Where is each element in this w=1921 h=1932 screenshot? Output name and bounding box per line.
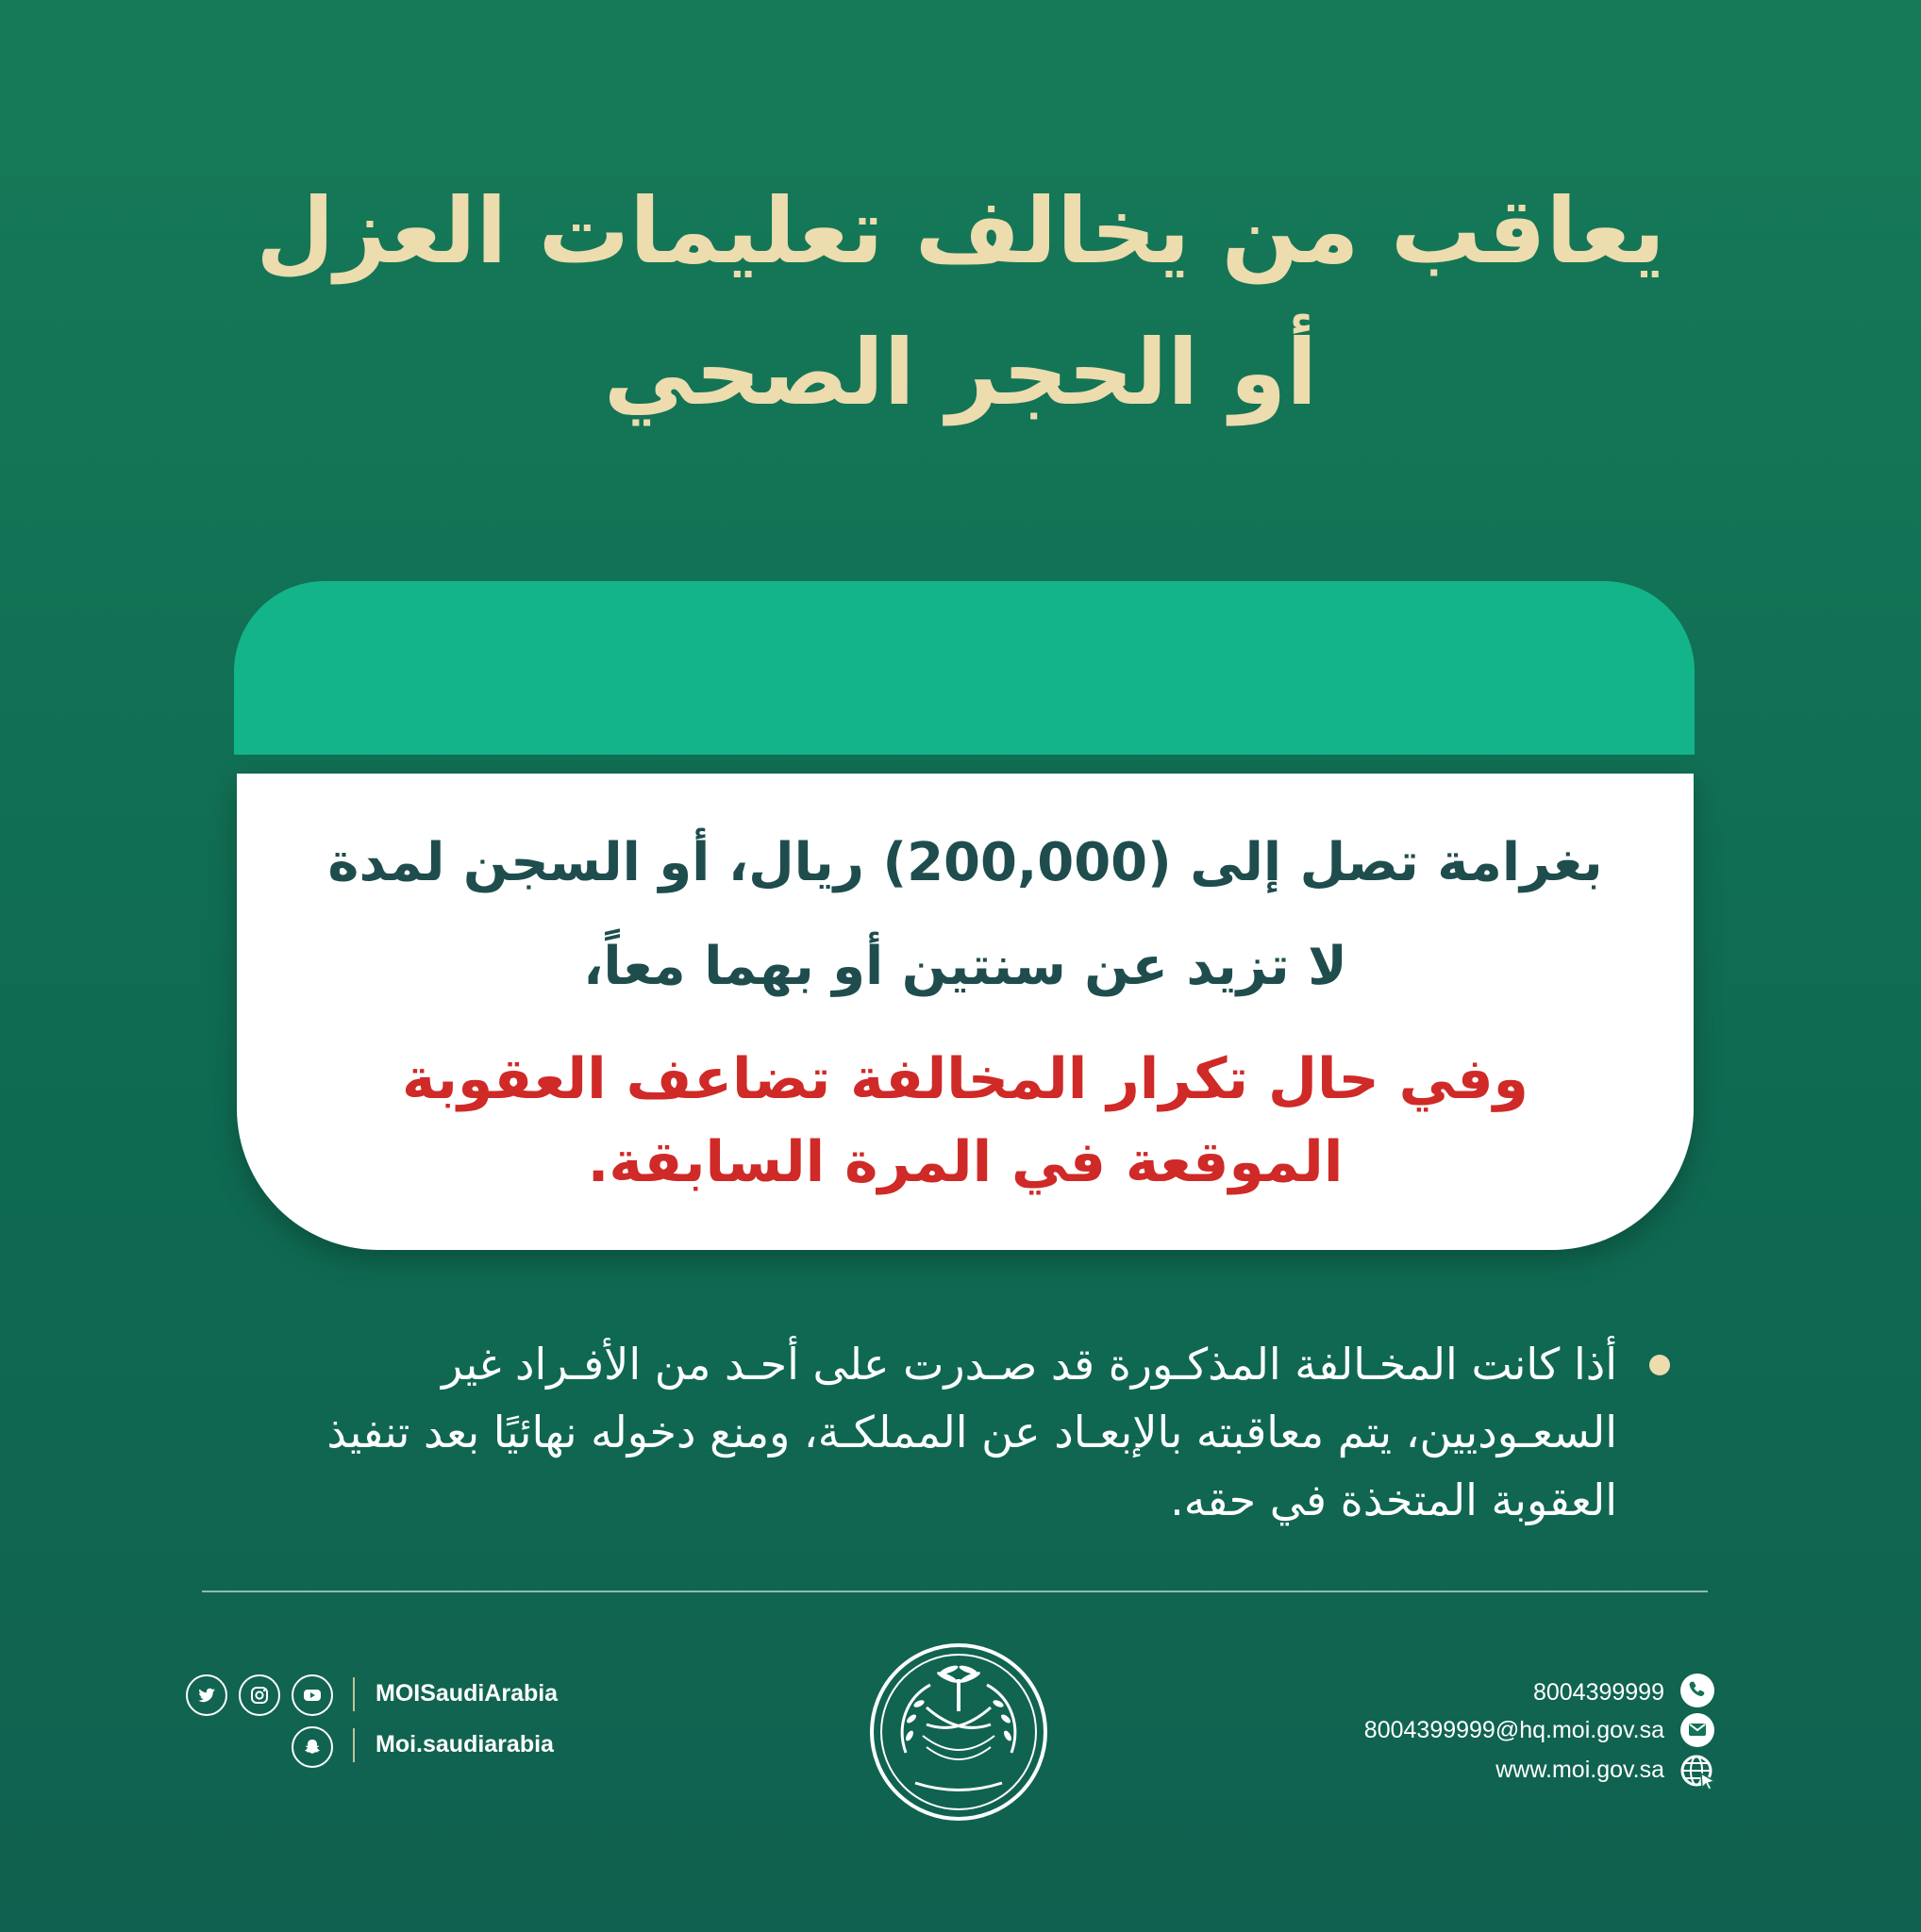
penalty-card-header	[234, 581, 1695, 755]
non-saudi-note	[255, 1330, 1670, 1534]
snapchat-icon[interactable]	[292, 1726, 333, 1768]
penalty-line-1: بغرامة تصل إلى (200,000) ريال، أو السجن لمدة	[327, 832, 1603, 893]
youtube-icon[interactable]	[292, 1674, 333, 1716]
email-address[interactable]: 8004399999@hq.moi.gov.sa	[1363, 1717, 1664, 1743]
phone-number[interactable]: 8004399999	[1532, 1679, 1664, 1706]
phone-icon	[1679, 1672, 1716, 1709]
bullet-dot	[1649, 1355, 1670, 1375]
ministry-emblem-logo	[868, 1641, 1049, 1823]
website-url[interactable]: www.moi.gov.sa	[1495, 1757, 1664, 1783]
penalty-warning	[237, 1038, 1694, 1204]
warning-line-1: وفي حال تكرار المخالفة تضاعف العقوبة	[402, 1046, 1528, 1112]
footer-separator-1	[353, 1677, 355, 1711]
footer-divider	[202, 1591, 1708, 1592]
page-title	[0, 160, 1921, 443]
title-line-2: أو الحجر الصحي	[603, 320, 1318, 425]
social-handle-snap[interactable]: Moi.saudiarabia	[376, 1731, 554, 1757]
penalty-line-2: لا تزيد عن سنتين أو بهما معاً،	[583, 936, 1347, 997]
footer-separator-2	[353, 1728, 355, 1762]
note-text: أذا كانت المخـالفة المذكـورة قد صـدرت على أحـد من الأفـراد غير السعـوديين، يتم معاقبته بالإبعـاد عن المملكـة، ومنع دخوله نهائيًا بعد تنفيذ العقوبة المتخذة في حقه.	[326, 1339, 1617, 1525]
penalty-card	[237, 774, 1694, 1250]
social-handle-main[interactable]: MOISaudiArabia	[376, 1680, 559, 1707]
instagram-icon[interactable]	[239, 1674, 280, 1716]
title-line-1: يعاقب من يخالف تعليمات العزل	[256, 178, 1665, 284]
web-icon	[1679, 1753, 1716, 1790]
warning-line-2: الموقعة في المرة السابقة.	[587, 1129, 1344, 1195]
twitter-icon[interactable]	[186, 1674, 227, 1716]
email-icon	[1679, 1711, 1716, 1749]
